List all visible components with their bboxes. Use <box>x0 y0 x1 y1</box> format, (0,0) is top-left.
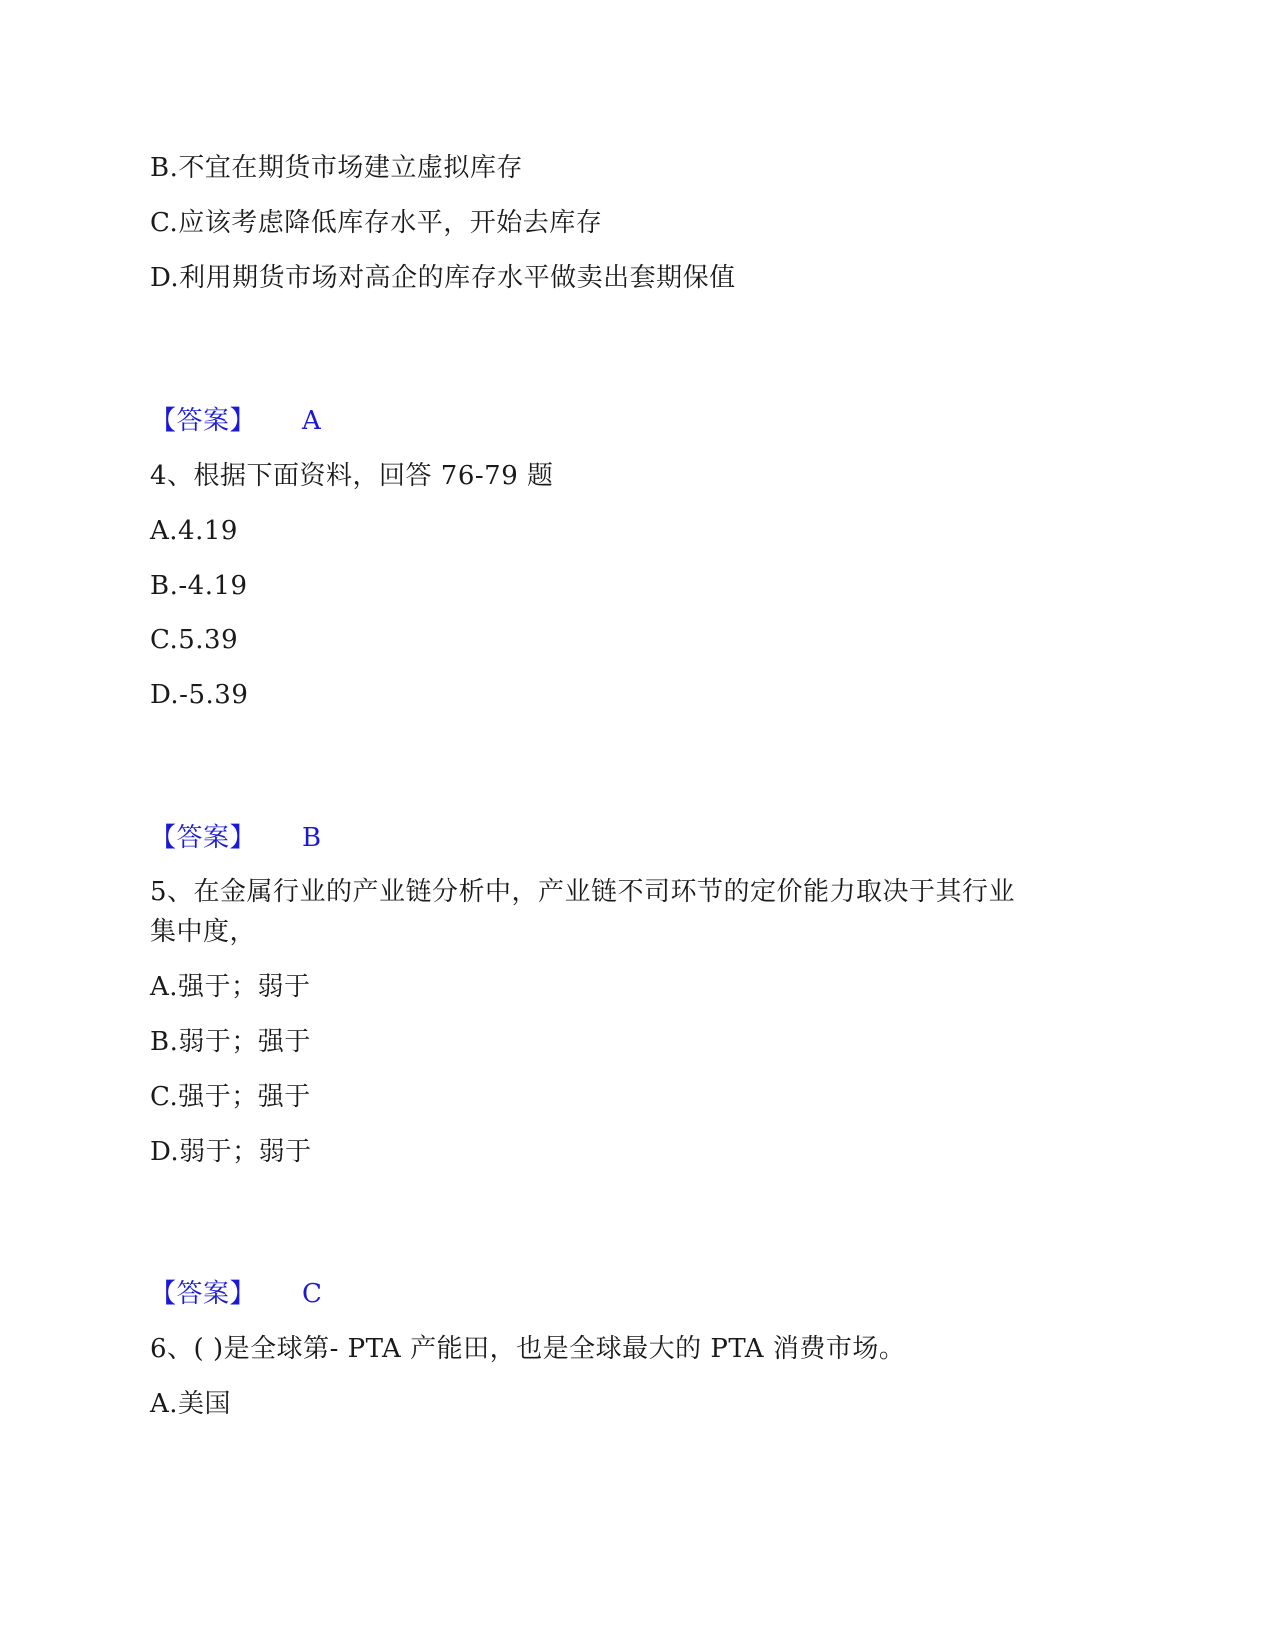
q5-stem-line2: 集中度， <box>150 917 257 947</box>
answer-label: 【答案】 <box>150 823 257 853</box>
q6-option-a: A.美国 <box>150 1389 232 1419</box>
q5-stem-line1: 5、在金属行业的产业链分析中，产业链不司环节的定价能力取决于其行业 <box>150 877 1016 907</box>
q4-answer <box>150 821 322 855</box>
q4-option-d: D.-5.39 <box>150 680 249 710</box>
q5-option-d: D.弱于；弱于 <box>150 1137 312 1167</box>
q4-option-b: B.-4.19 <box>150 571 248 601</box>
q5-answer <box>150 1277 322 1311</box>
q3-option-b: B.不宜在期货市场建立虚拟库存 <box>150 153 523 183</box>
q4-stem: 4、根据下面资料，回答 76-79 题 <box>150 461 554 491</box>
q6-stem: 6、( )是全球第- PTA 产能田，也是全球最大的 PTA 消费市场。 <box>150 1334 906 1364</box>
q3-option-d: D.利用期货市场对高企的库存水平做卖出套期保值 <box>150 263 736 293</box>
answer-label: 【答案】 <box>150 1279 257 1309</box>
answer-label: 【答案】 <box>150 406 257 436</box>
q4-option-a: A.4.19 <box>150 516 238 546</box>
q5-option-b: B.弱于；强于 <box>150 1027 311 1057</box>
q5-option-a: A.强于；弱于 <box>150 972 311 1002</box>
q3-option-c: C.应该考虑降低库存水平，开始去库存 <box>150 208 603 238</box>
q4-option-c: C.5.39 <box>150 625 239 655</box>
answer-value: B <box>302 823 322 853</box>
answer-value: C <box>302 1279 323 1309</box>
q3-answer <box>150 404 321 438</box>
q5-option-c: C.强于；强于 <box>150 1082 311 1112</box>
answer-value: A <box>302 406 322 436</box>
